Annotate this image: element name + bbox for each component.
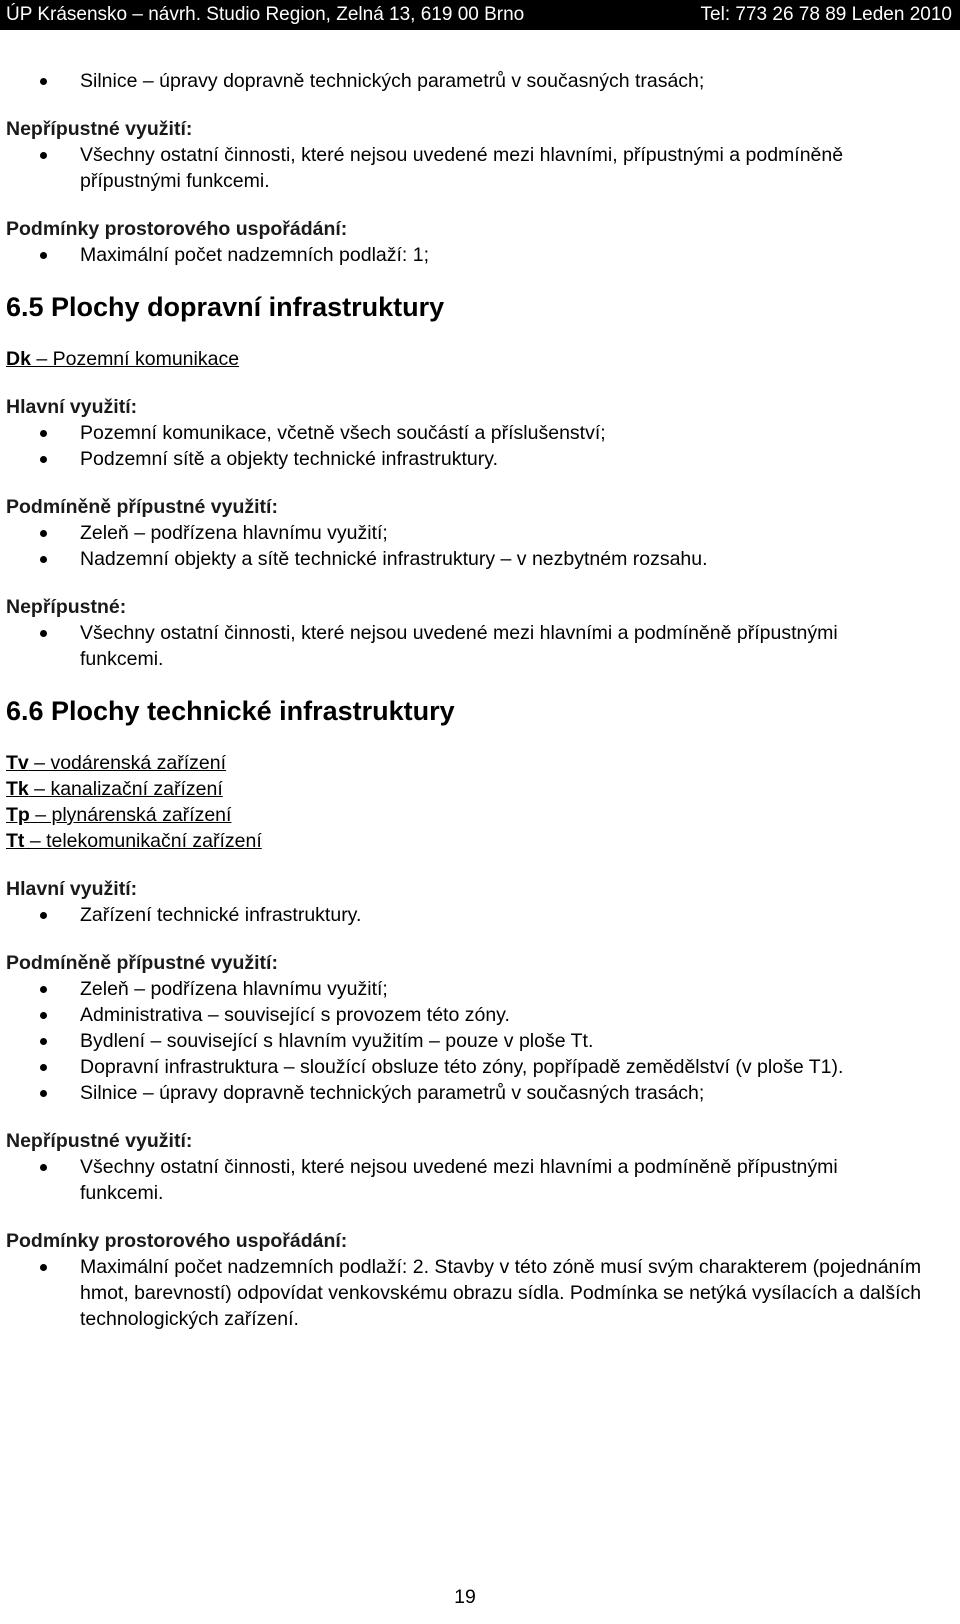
list-item xyxy=(6,420,936,446)
section-heading: Nepřípustné: xyxy=(6,596,127,618)
ch65-hlavni-section xyxy=(6,394,936,472)
list-item-text: Zeleň – podřízena hlavnímu využití; xyxy=(80,978,388,1000)
area-code-abbr: Dk xyxy=(6,348,31,370)
top-podminky-list xyxy=(6,242,936,268)
list-item-text: Nadzemní objekty a sítě technické infrastruktury – v nezbytném rozsahu. xyxy=(80,548,708,570)
chapter-title-6-6: 6.6 Plochy technické infrastruktury xyxy=(6,696,455,726)
ch65-nepripustne-section xyxy=(6,594,936,672)
list-item xyxy=(6,1002,936,1028)
list-item xyxy=(6,546,936,572)
area-code-abbr: Tp xyxy=(6,804,30,826)
ch66-nepripustne-section xyxy=(6,1128,936,1206)
area-code-label: – vodárenská zařízení xyxy=(28,752,227,774)
ch66-podminene-list xyxy=(6,976,936,1106)
list-item xyxy=(6,520,936,546)
list-item xyxy=(6,620,936,672)
bullet-icon xyxy=(40,530,47,537)
area-code-abbr: Tk xyxy=(6,778,29,800)
list-item-text: Pozemní komunikace, včetně všech součástí a příslušenství; xyxy=(80,422,606,444)
list-item xyxy=(6,1154,936,1206)
list-item xyxy=(6,1028,936,1054)
ch66-podminky-list xyxy=(6,1254,936,1332)
top-nepripustne-list xyxy=(6,142,936,194)
list-item-text: Maximální počet nadzemních podlaží: 1; xyxy=(80,244,430,266)
ch65-codes xyxy=(6,346,936,372)
bullet-icon xyxy=(40,152,47,159)
section-heading: Nepřípustné využití: xyxy=(6,1130,193,1152)
list-item-text: Administrativa – související s provozem této zóny. xyxy=(80,1004,510,1026)
section-heading: Hlavní využití: xyxy=(6,878,138,900)
ch65-podminene-section xyxy=(6,494,936,572)
intro-list-section xyxy=(6,68,936,94)
page-header xyxy=(0,0,960,30)
area-code-label: – telekomunikační zařízení xyxy=(24,830,262,852)
section-heading: Podmínky prostorového uspořádání: xyxy=(6,218,348,240)
section-heading: Hlavní využití: xyxy=(6,396,138,418)
list-item xyxy=(6,68,936,94)
area-code-line xyxy=(6,802,936,828)
list-item-text: Bydlení – související s hlavním využitím – pouze v ploše Tt. xyxy=(80,1030,594,1052)
bullet-icon xyxy=(40,1264,47,1271)
intro-list xyxy=(6,68,936,94)
list-item-text: Podzemní sítě a objekty technické infrastruktury. xyxy=(80,448,498,470)
list-item xyxy=(6,242,936,268)
bullet-icon xyxy=(40,78,47,85)
list-item-text: Zařízení technické infrastruktury. xyxy=(80,904,362,926)
area-code-abbr: Tv xyxy=(6,752,29,774)
list-item xyxy=(6,1254,936,1332)
list-item-text: Silnice – úpravy dopravně technických parametrů v současných trasách; xyxy=(80,70,705,92)
list-item-text: Všechny ostatní činnosti, které nejsou uvedené mezi hlavními a podmíněně přípustnými funkcemi. xyxy=(80,1156,838,1204)
bullet-icon xyxy=(40,1090,47,1097)
ch66-codes xyxy=(6,750,936,854)
bullet-icon xyxy=(40,1164,47,1171)
area-code-line xyxy=(6,776,936,802)
header-project-info: ÚP Krásensko – návrh. Studio Region, Zelná 13, 619 00 Brno xyxy=(6,4,525,25)
document-body xyxy=(6,68,936,1354)
bullet-icon xyxy=(40,556,47,563)
bullet-icon xyxy=(40,1038,47,1045)
area-code-label: – plynárenská zařízení xyxy=(29,804,232,826)
list-item xyxy=(6,902,936,928)
list-item-text: Maximální počet nadzemních podlaží: 2. Stavby v této zóně musí svým charakterem (pojednáním hmot, barevností) odpovídat venkovskému obrazu sídla. Podmínka se netýká vysílacích a dalších technologických zařízení. xyxy=(80,1256,922,1330)
ch65-nepripustne-list xyxy=(6,620,936,672)
section-heading: Podmínky prostorového uspořádání: xyxy=(6,1230,348,1252)
bullet-icon xyxy=(40,986,47,993)
list-item-text: Dopravní infrastruktura – sloužící obsluze této zóny, popřípadě zemědělství (v ploše T1). xyxy=(80,1056,844,1078)
chapter-title-6-5: 6.5 Plochy dopravní infrastruktury xyxy=(6,292,445,322)
list-item xyxy=(6,1080,936,1106)
area-code-label: – kanalizační zařízení xyxy=(28,778,223,800)
area-code-label: – Pozemní komunikace xyxy=(30,348,240,370)
ch66-hlavni-list xyxy=(6,902,936,928)
area-code-line xyxy=(6,750,936,776)
list-item-text: Všechny ostatní činnosti, které nejsou uvedené mezi hlavními, přípustnými a podmíněně přípustnými funkcemi. xyxy=(80,144,844,192)
top-nepripustne-section xyxy=(6,116,936,194)
section-heading: Nepřípustné využití: xyxy=(6,118,193,140)
bullet-icon xyxy=(40,430,47,437)
bullet-icon xyxy=(40,1012,47,1019)
bullet-icon xyxy=(40,1064,47,1071)
area-code-line xyxy=(6,346,936,372)
section-heading: Podmíněně přípustné využití: xyxy=(6,496,278,518)
ch66-podminene-section xyxy=(6,950,936,1106)
ch66-nepripustne-list xyxy=(6,1154,936,1206)
list-item-text: Zeleň – podřízena hlavnímu využití; xyxy=(80,522,388,544)
bullet-icon xyxy=(40,456,47,463)
ch66-podminky-section xyxy=(6,1228,936,1332)
bullet-icon xyxy=(40,912,47,919)
page-number: 19 xyxy=(454,1586,476,1608)
list-item-text: Silnice – úpravy dopravně technických parametrů v současných trasách; xyxy=(80,1082,705,1104)
bullet-icon xyxy=(40,630,47,637)
ch66-hlavni-section xyxy=(6,876,936,928)
header-contact-date: Tel: 773 26 78 89 Leden 2010 xyxy=(700,4,952,25)
list-item xyxy=(6,1054,936,1080)
bullet-icon xyxy=(40,252,47,259)
top-podminky-section xyxy=(6,216,936,268)
area-code-line xyxy=(6,828,936,854)
ch65-hlavni-list xyxy=(6,420,936,472)
list-item-text: Všechny ostatní činnosti, které nejsou uvedené mezi hlavními a podmíněně přípustnými funkcemi. xyxy=(80,622,838,670)
list-item xyxy=(6,446,936,472)
list-item xyxy=(6,142,936,194)
ch65-podminene-list xyxy=(6,520,936,572)
list-item xyxy=(6,976,936,1002)
area-code-abbr: Tt xyxy=(6,830,25,852)
section-heading: Podmíněně přípustné využití: xyxy=(6,952,278,974)
